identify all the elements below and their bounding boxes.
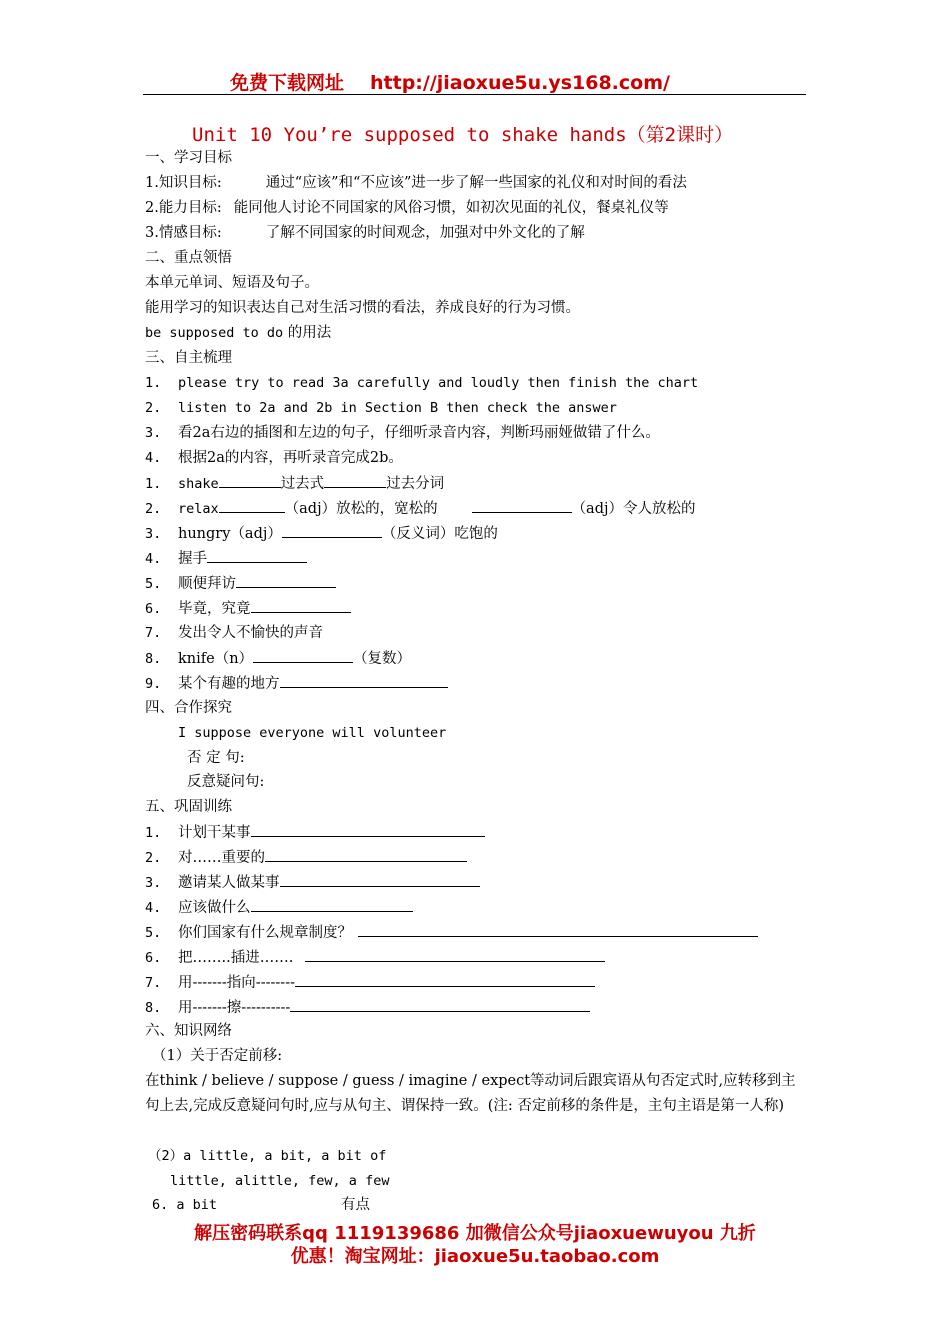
answer-blank[interactable]: [324, 473, 386, 488]
answer-blank[interactable]: [251, 897, 413, 912]
usage-line: [145, 323, 331, 343]
exercise-item: [145, 648, 411, 669]
exercise-item: [145, 548, 307, 569]
exercise-number: 3.: [145, 526, 162, 542]
step-text: please try to read 3a carefully and loudly then finish the chart: [178, 375, 699, 391]
tag-question-label: 反意疑问句:: [187, 774, 265, 790]
negative-sentence-label: 否 定 句:: [187, 750, 245, 766]
exercise-number: 2.: [145, 501, 162, 517]
goal-label: 1.知识目标:: [145, 175, 222, 191]
answer-blank[interactable]: [305, 947, 605, 962]
practice-number: 2.: [145, 850, 162, 866]
answer-blank[interactable]: [207, 548, 307, 563]
exercise-text: （反义词）吃饱的: [381, 526, 498, 542]
exercise-item: [145, 573, 336, 594]
practice-number: 8.: [145, 1000, 162, 1016]
answer-blank[interactable]: [290, 997, 590, 1012]
exercise-number: 7.: [145, 625, 162, 641]
section1-heading: 一、学习目标: [145, 150, 232, 166]
practice-item: [145, 997, 590, 1018]
answer-blank[interactable]: [280, 673, 448, 688]
step-item: [145, 423, 660, 443]
answer-blank[interactable]: [253, 648, 353, 663]
goal-item: [145, 173, 687, 193]
exercise-item: [145, 523, 498, 544]
step-number: 4.: [145, 450, 162, 466]
exercise-text: （adj）放松的，宽松的: [284, 501, 438, 517]
practice-number: 1.: [145, 825, 162, 841]
exercise-text: 顺便拜访: [178, 576, 236, 592]
answer-blank[interactable]: [265, 847, 467, 862]
step-number: 2.: [145, 400, 162, 416]
site-header: [230, 68, 670, 95]
practice-item: [145, 897, 413, 918]
exercise-item: [145, 623, 323, 643]
exercise-number: 6.: [145, 601, 162, 617]
practice-number: 4.: [145, 900, 162, 916]
practice-item: [145, 922, 758, 943]
step-text: 根据2a的内容，再听录音完成2b。: [178, 450, 403, 466]
sample-sentence: I suppose everyone will volunteer: [178, 725, 447, 741]
practice-item: [145, 972, 595, 993]
step-text: 看2a右边的插图和左边的句子，仔细听录音内容，判断玛丽娅做错了什么。: [178, 425, 660, 441]
step-number: 3.: [145, 425, 162, 441]
answer-blank[interactable]: [280, 872, 480, 887]
focus-line: 能用学习的知识表达自己对生活习惯的看法，养成良好的行为习惯。: [145, 300, 580, 316]
answer-blank[interactable]: [295, 972, 595, 987]
practice-number: 5.: [145, 925, 162, 941]
goal-label: 2.能力目标:: [145, 200, 222, 216]
exercise-text: knife（n）: [178, 651, 254, 667]
answer-blank[interactable]: [236, 573, 336, 588]
exercise-number: 8.: [145, 651, 162, 667]
knowledge-item-en: 6. a bit: [152, 1197, 218, 1213]
header-divider: [143, 94, 806, 95]
exercise-text: （复数）: [353, 651, 412, 667]
exercise-number: 5.: [145, 576, 162, 592]
exercise-number: 1.: [145, 476, 162, 492]
step-item: [145, 373, 698, 393]
knowledge-subheading: （1）关于否定前移:: [152, 1048, 283, 1064]
goal-text: 通过“应该”和“不应该”进一步了解一些国家的礼仪和对时间的看法: [265, 175, 687, 191]
goal-label: 3.情感目标:: [145, 225, 222, 241]
practice-item: [145, 947, 605, 968]
section4-heading: 四、合作探究: [145, 700, 232, 716]
practice-item: [145, 847, 467, 868]
subheading-text: （2）a little, a bit, a bit of: [148, 1148, 387, 1164]
section2-heading: 二、重点领悟: [145, 250, 232, 266]
knowledge-item: [152, 1195, 370, 1215]
exercise-number: 4.: [145, 551, 162, 567]
step-item: [145, 398, 617, 418]
practice-text: 对……重要的: [178, 850, 265, 866]
section5-heading: 五、巩固训练: [145, 799, 232, 815]
header-label: 免费下载网址: [230, 72, 345, 94]
knowledge-item-cn: 有点: [341, 1197, 371, 1213]
exercise-number: 9.: [145, 676, 162, 692]
step-number: 1.: [145, 375, 162, 391]
answer-blank[interactable]: [251, 822, 485, 837]
focus-line: 本单元单词、短语及句子。: [145, 275, 319, 291]
practice-number: 7.: [145, 975, 162, 991]
answer-blank[interactable]: [472, 498, 572, 513]
practice-number: 3.: [145, 875, 162, 891]
header-url-link[interactable]: http://jiaoxue5u.ys168.com/: [370, 72, 670, 94]
footer-line: 解压密码联系qq 1119139686 加微信公众号jiaoxuewuyou 九折: [194, 1223, 756, 1244]
answer-blank[interactable]: [219, 473, 281, 488]
usage-cn: 的用法: [287, 325, 332, 341]
exercise-text: 过去式: [280, 476, 325, 492]
section3-heading: 三、自主梳理: [145, 350, 232, 366]
answer-blank[interactable]: [251, 598, 351, 613]
knowledge-paragraph: 在think / believe / suppose / guess / imagine / expect等动词后跟宾语从句否定式时,应转移到主句上去,完成反意疑问句时,应与从句主、谓保持一致。(注: 否定前移的条件是，主句主语是第一人称): [145, 1073, 796, 1114]
practice-text: 邀请某人做某事: [178, 875, 280, 891]
exercise-text: hungry（adj）: [178, 526, 282, 542]
answer-blank[interactable]: [219, 498, 285, 513]
step-text: listen to 2a and 2b in Section B then check the answer: [178, 400, 617, 416]
exercise-item: [145, 598, 351, 619]
practice-item: [145, 822, 485, 843]
exercise-text: relax: [178, 501, 219, 517]
knowledge-words: little, alittle, few, a few: [170, 1173, 390, 1189]
goal-item: [145, 223, 585, 243]
answer-blank[interactable]: [358, 922, 758, 937]
practice-text: 计划干某事: [178, 825, 251, 841]
practice-text: 把……..插进…….: [178, 950, 294, 966]
practice-number: 6.: [145, 950, 162, 966]
practice-text: 应该做什么: [178, 900, 251, 916]
practice-text: 你们国家有什么规章制度？: [178, 925, 352, 941]
step-item: [145, 448, 403, 468]
usage-en: be supposed to do: [145, 325, 284, 341]
knowledge-subheading: [148, 1146, 386, 1166]
exercise-text: 握手: [178, 551, 207, 567]
practice-text: 用-------指向--------: [178, 975, 295, 991]
exercise-item: [145, 673, 448, 694]
page-title: Unit 10 You’re supposed to shake hands（第2课时）: [192, 124, 734, 146]
footer-line: 优惠！淘宝网址：jiaoxue5u.taobao.com: [290, 1246, 660, 1267]
exercise-text: 发出令人不愉快的声音: [178, 625, 323, 641]
practice-item: [145, 872, 480, 893]
goal-text: 了解不同国家的时间观念，加强对中外文化的了解: [265, 225, 585, 241]
exercise-text: （adj）令人放松的: [571, 501, 696, 517]
exercise-text: 过去分词: [386, 476, 445, 492]
answer-blank[interactable]: [282, 523, 382, 538]
exercise-text: shake: [178, 476, 219, 492]
goal-item: [145, 198, 669, 218]
practice-text: 用-------擦----------: [178, 1000, 291, 1016]
exercise-item: [145, 498, 696, 519]
goal-text: 能同他人讨论不同国家的风俗习惯，如初次见面的礼仪，餐桌礼仪等: [233, 200, 669, 216]
section6-heading: 六、知识网络: [145, 1023, 232, 1039]
exercise-text: 某个有趣的地方: [178, 676, 280, 692]
exercise-text: 毕竟，究竟: [178, 601, 251, 617]
exercise-item: [145, 473, 444, 494]
